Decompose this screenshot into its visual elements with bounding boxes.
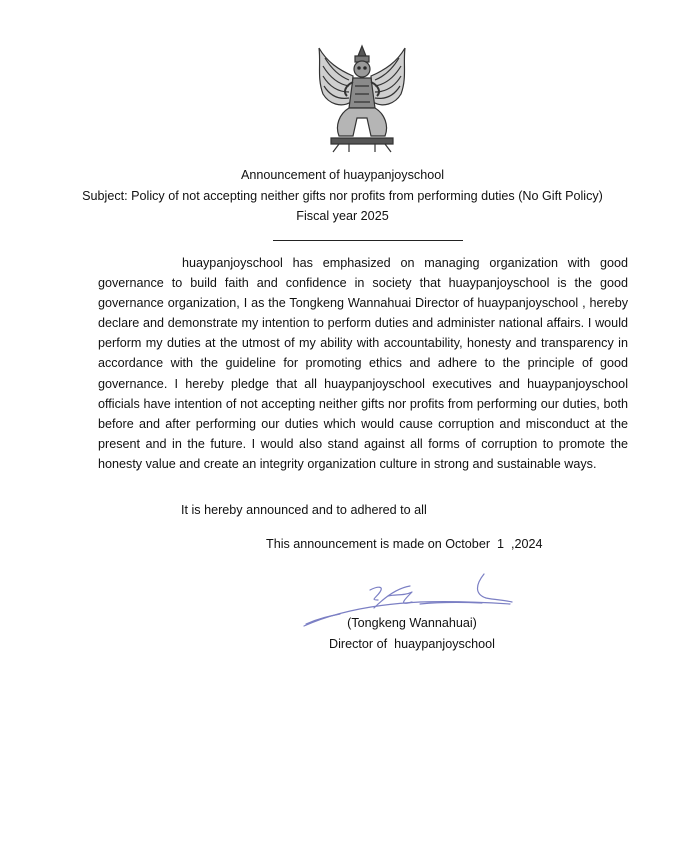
signatory-name: (Tongkeng Wannahuai) [347, 616, 477, 630]
announcement-title: Announcement of huaypanjoyschool [240, 168, 445, 182]
fiscal-year: Fiscal year 2025 [296, 209, 389, 223]
body-paragraph: huaypanjoyschool has emphasized on managing organization with good governance to build faith and confidence in society that huaypanjoyschool is the good governance organization, I as the Tongkeng Wannahuai Director of huaypanjoyschool , hereby declare and demonstrate my intention to perform duties and administer national affairs. I would perform my duties at the utmost of my ability with accountability, honesty and transparency in accordance with the guideline for promoting ethics and adhere to the principle of good governance. I hereby pledge that all huaypanjoyschool executives and huaypanjoyschool officials have intention of not accepting neither gifts nor profits from performing our duties, both before and after performing our duties which would cause corruption and misconduct at the present and in the future. I would also stand against all forms of corruption to promote the honesty value and create an integrity organization culture in strong and sustainable ways. [98, 256, 628, 471]
title-divider [273, 240, 463, 241]
signatory-title: Director of huaypanjoyschool [329, 637, 495, 651]
garuda-emblem-icon [309, 42, 415, 154]
closing-statement: It is hereby announced and to adhered to all [181, 503, 427, 517]
announcement-date: This announcement is made on October 1 ,2024 [266, 537, 543, 551]
announcement-subject: Subject: Policy of not accepting neither gifts nor profits from performing duties (No Gift Policy) [82, 189, 603, 203]
